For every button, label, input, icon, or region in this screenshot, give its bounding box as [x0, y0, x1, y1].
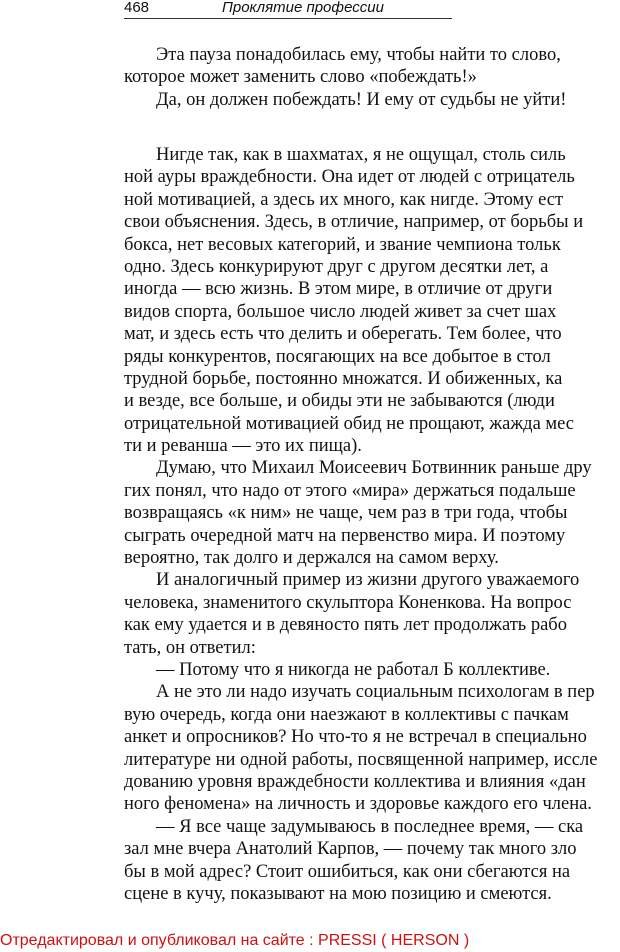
text-block-1: [124, 44, 566, 111]
text-line: ти и реванша — это их пища).: [124, 436, 362, 457]
text-line: мат, и здесь есть что делить и оберегать. Тем более, что: [124, 324, 562, 345]
text-line: ной мотивацией, а здесь их много, как нигде. Этому ест: [124, 189, 564, 210]
text-line: Нигде так, как в шахматах, я не ощущал, столь силь: [156, 145, 566, 165]
text-line: гих понял, что надо от этого «мира» держаться подальше: [124, 480, 576, 501]
text-line: Эта пауза понадобилась ему, чтобы найти то слово,: [156, 45, 561, 65]
running-header: [124, 0, 452, 19]
text-block-2: [124, 144, 597, 905]
text-line: анкет и опросников? Но что-то я не встречал в специально: [124, 727, 587, 748]
text-line: литературе ни одной работы, посвященной например, иссле: [124, 749, 598, 770]
text-line: отрицательной мотивацией обид не прощают, жажда мес: [124, 413, 575, 434]
text-line: бокса, нет весовых категорий, и звание чемпиона тольк: [124, 234, 561, 255]
text-line: человека, знаменитого скульптора Коненкова. На вопрос: [124, 592, 572, 613]
text-line: вую очередь, когда они наезжают в коллективы с пачкам: [124, 704, 569, 725]
text-line: ряды конкурентов, посягающих на все добытое в стол: [124, 346, 551, 367]
text-line: дованию уровня враждебности коллектива и влияния «дан: [124, 771, 586, 792]
text-line: бы в мой адрес? Стоит ошибиться, как они сбегаются на: [124, 861, 571, 882]
text-line: видов спорта, большое число людей живет за счет шах: [124, 301, 557, 322]
text-line: и везде, все больше, и обиды эти не забываются (люди: [124, 391, 555, 412]
text-line: А не это ли надо изучать социальным психологам в пер: [156, 682, 595, 703]
text-line: Да, он должен побеждать! И ему от судьбы не уйти!: [156, 89, 567, 110]
text-line: свои объяснения. Здесь, в отличие, например, от борьбы и: [124, 212, 584, 233]
text-line: как ему удается и в девяносто пять лет продолжать рабо: [124, 615, 567, 636]
text-line: ной ауры враждебности. Она идет от людей с отрицатель: [124, 167, 575, 188]
footer-credit: Отредактировал и опубликовал на сайте : PRESSI ( HERSON ): [0, 932, 470, 949]
page-number: 468: [124, 0, 150, 16]
text-line: И аналогичный пример из жизни другого уважаемого: [156, 570, 580, 591]
running-title: Проклятие профессии: [222, 0, 384, 16]
text-line: сцене в кучу, показывают на мою позицию и смеются.: [124, 883, 552, 904]
text-line: которое может заменить слово «побеждать!»: [124, 67, 477, 88]
text-line: зал мне вчера Анатолий Карпов, — почему так много зло: [124, 839, 577, 860]
text-line: иногда — всю жизнь. В этом мире, в отличие от други: [124, 279, 553, 300]
text-line: возвращаясь «к ним» не чаще, чем раз в три года, чтобы: [124, 503, 568, 524]
text-line: сыграть очередной матч на первенство мира. И поэтому: [124, 525, 566, 546]
text-line: тать, он ответил:: [124, 637, 256, 658]
text-line: — Я все чаще задумываюсь в последнее время, — ска: [156, 816, 584, 837]
text-line: одно. Здесь конкурируют друг с другом десятки лет, а: [124, 256, 549, 277]
text-line: трудной борьбе, постоянно множатся. И обиженных, ка: [124, 368, 563, 389]
text-line: вероятно, так долго и держался на самом верху.: [124, 548, 499, 569]
text-line: Думаю, что Михаил Моисеевич Ботвинник раньше дру: [156, 458, 592, 479]
text-line: ного феномена» на личность и здоровье каждого его члена.: [124, 794, 592, 815]
text-line: — Потому что я никогда не работал Б коллективе.: [156, 659, 551, 680]
